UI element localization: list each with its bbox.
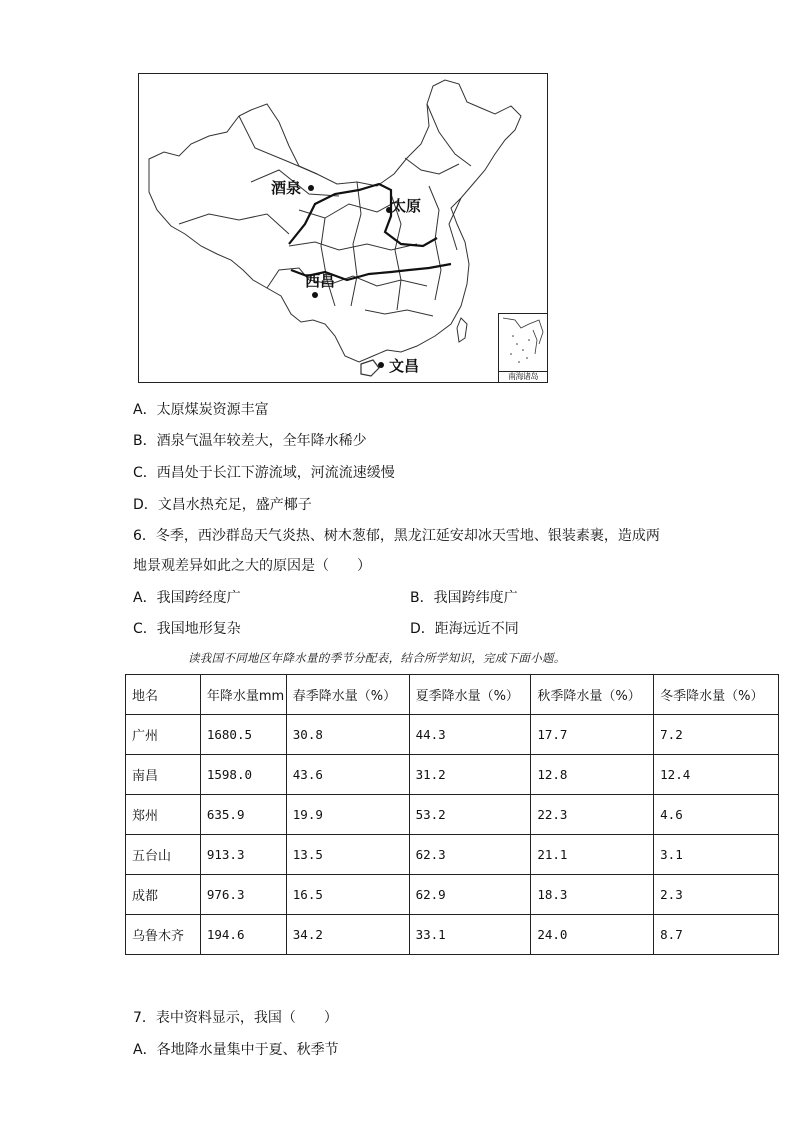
- table-row: [126, 795, 779, 835]
- cell-autumn: 24.0: [531, 915, 654, 955]
- header-summer: 夏季降水量（%）: [409, 675, 531, 715]
- header-winter: 冬季降水量（%）: [654, 675, 779, 715]
- country-border: [149, 80, 521, 362]
- cell-place: 南昌: [126, 755, 201, 795]
- cell-annual: 1598.0: [200, 755, 286, 795]
- q5-option-b: B．酒泉气温年较差大，全年降水稀少: [133, 433, 367, 449]
- cell-spring: 43.6: [286, 755, 409, 795]
- q6-option-b: B．我国跨纬度广: [410, 590, 518, 606]
- inset-caption: 南海诸岛: [499, 371, 547, 381]
- cell-summer: 33.1: [409, 915, 531, 955]
- cell-winter: 4.6: [654, 795, 779, 835]
- table-row: [126, 835, 779, 875]
- cell-spring: 13.5: [286, 835, 409, 875]
- yellow-river: [289, 184, 437, 246]
- cell-spring: 19.9: [286, 795, 409, 835]
- table-row: [126, 755, 779, 795]
- header-annual: 年降水量mm: [200, 675, 286, 715]
- label-jiuquan: 酒泉: [271, 179, 302, 197]
- south-china-sea-inset: [498, 313, 547, 382]
- cell-place: 五台山: [126, 835, 201, 875]
- cell-annual: 976.3: [200, 875, 286, 915]
- table-row: [126, 915, 779, 955]
- label-taiyuan: 太原: [391, 197, 422, 215]
- cell-autumn: 22.3: [531, 795, 654, 835]
- cell-summer: 62.3: [409, 835, 531, 875]
- cell-place: 郑州: [126, 795, 201, 835]
- table-intro: 读我国不同地区年降水量的季节分配表，结合所学知识，完成下面小题。: [188, 651, 566, 665]
- cell-winter: 7.2: [654, 715, 779, 755]
- cell-place: 广州: [126, 715, 201, 755]
- q7-stem: 7．表中资料显示，我国（ ）: [133, 1010, 338, 1026]
- cell-annual: 635.9: [200, 795, 286, 835]
- xichang-dot: [312, 292, 318, 298]
- cell-annual: 913.3: [200, 835, 286, 875]
- label-xichang: 西昌: [305, 272, 336, 290]
- cell-place: 乌鲁木齐: [126, 915, 201, 955]
- q7-option-a: A．各地降水量集中于夏、秋季节: [133, 1042, 339, 1058]
- q6-option-c: C．我国地形复杂: [133, 621, 241, 637]
- table-row: [126, 715, 779, 755]
- cell-place: 成都: [126, 875, 201, 915]
- cell-autumn: 12.8: [531, 755, 654, 795]
- jiuquan-dot: [308, 185, 314, 191]
- cell-spring: 30.8: [286, 715, 409, 755]
- header-autumn: 秋季降水量（%）: [531, 675, 654, 715]
- cell-autumn: 21.1: [531, 835, 654, 875]
- china-map-outline: [139, 74, 549, 384]
- label-wenchang: 文昌: [389, 357, 420, 375]
- header-place: 地名: [126, 675, 201, 715]
- q6-option-a: A．我国跨经度广: [133, 590, 241, 606]
- q5-option-c: C．西昌处于长江下游流域，河流流速缓慢: [133, 465, 395, 481]
- q6-stem-line1: 6．冬季，西沙群岛天气炎热、树木葱郁，黑龙江延安却冰天雪地、银装素裹，造成两: [133, 528, 660, 544]
- inset-islands: [499, 314, 547, 372]
- q5-option-a: A．太原煤炭资源丰富: [133, 402, 269, 418]
- cell-winter: 8.7: [654, 915, 779, 955]
- table-header-row: [126, 675, 779, 715]
- q6-stem-line2: 地景观差异如此之大的原因是（ ）: [133, 558, 371, 574]
- cell-winter: 12.4: [654, 755, 779, 795]
- cell-summer: 53.2: [409, 795, 531, 835]
- cell-winter: 2.3: [654, 875, 779, 915]
- hainan-island: [361, 360, 379, 376]
- cell-autumn: 17.7: [531, 715, 654, 755]
- cell-spring: 34.2: [286, 915, 409, 955]
- cell-annual: 194.6: [200, 915, 286, 955]
- q5-option-d: D．文昌水热充足，盛产椰子: [133, 497, 312, 513]
- cell-annual: 1680.5: [200, 715, 286, 755]
- taiwan-island: [457, 318, 467, 342]
- cell-summer: 31.2: [409, 755, 531, 795]
- cell-summer: 44.3: [409, 715, 531, 755]
- cell-summer: 62.9: [409, 875, 531, 915]
- header-spring: 春季降水量（%）: [286, 675, 409, 715]
- precipitation-table: [125, 674, 779, 955]
- cell-winter: 3.1: [654, 835, 779, 875]
- table-row: [126, 875, 779, 915]
- cell-autumn: 18.3: [531, 875, 654, 915]
- q6-option-d: D．距海远近不同: [410, 621, 519, 637]
- wenchang-dot: [378, 362, 384, 368]
- china-map-figure: [138, 73, 548, 383]
- cell-spring: 16.5: [286, 875, 409, 915]
